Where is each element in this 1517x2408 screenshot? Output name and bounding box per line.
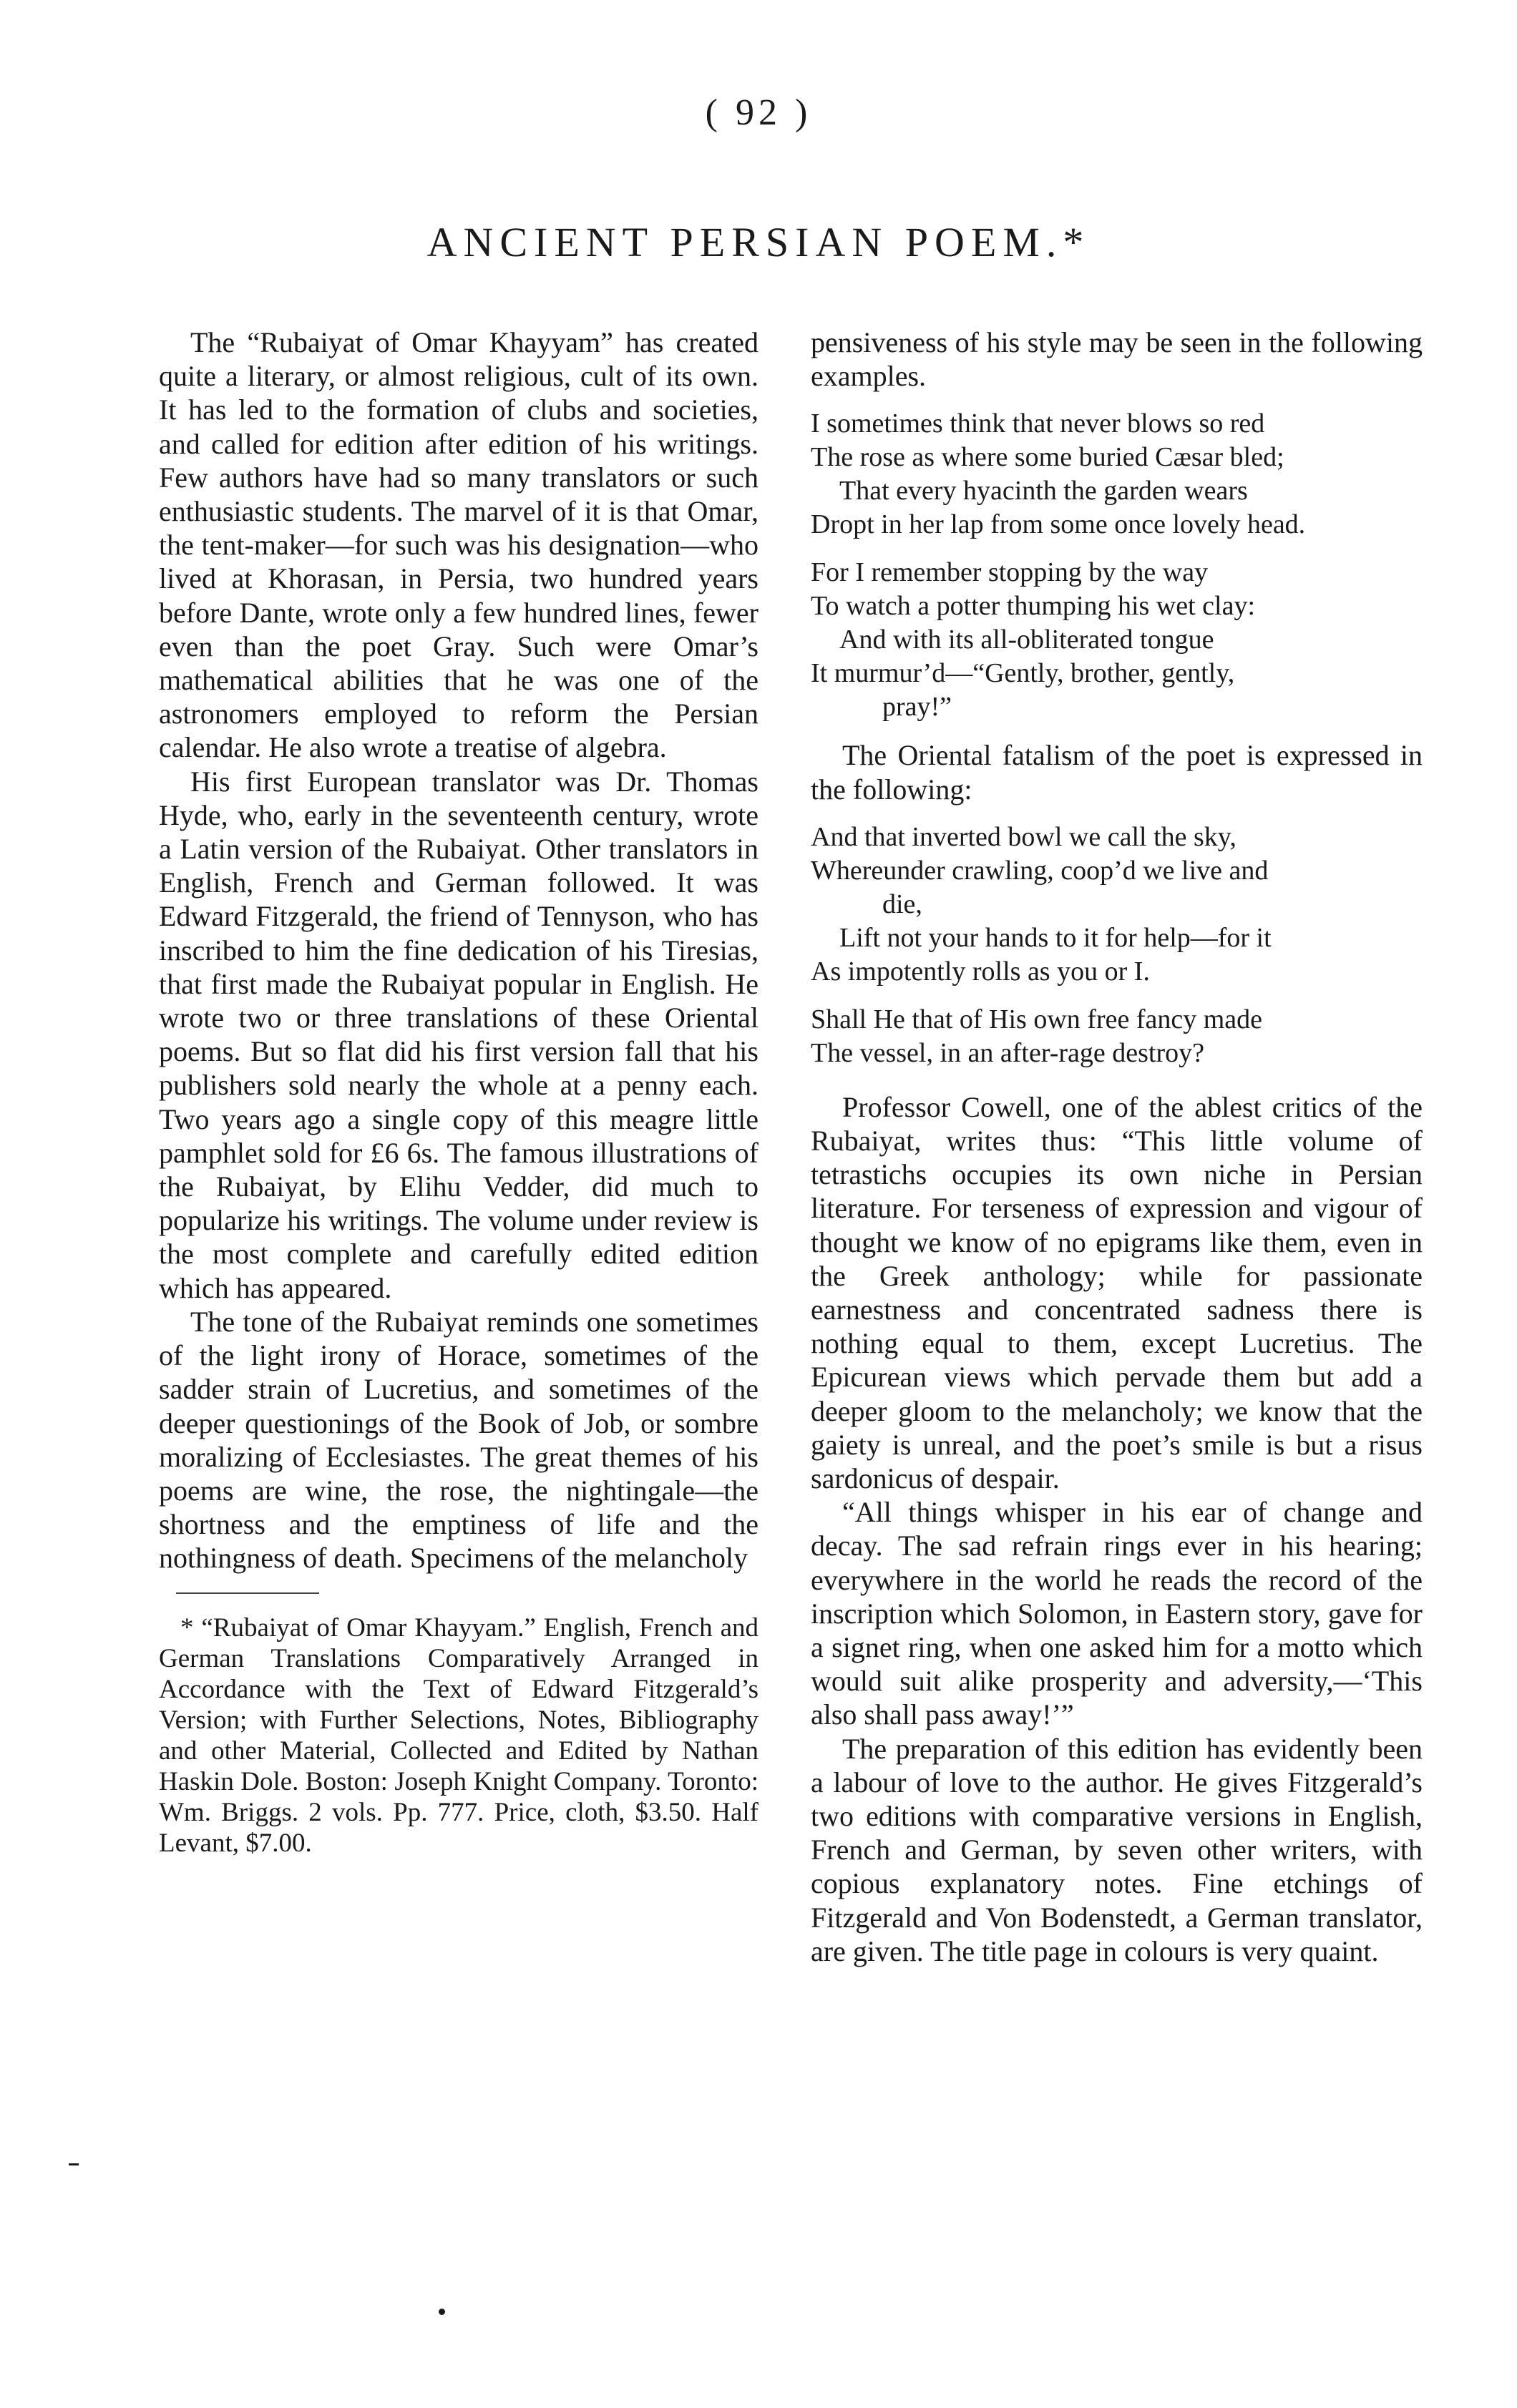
right-column — [811, 326, 1423, 1968]
verse-line: And that inverted bowl we call the sky, — [811, 821, 1236, 852]
body-paragraph: The “Rubaiyat of Omar Khayyam” has created quite a literary, or almost religious, cult of its own. It has led to the formation of clubs and societies, and called for edition after edition of his writings. Few authors have had so many translators or such enthusiastic students. The marvel of it is that Omar, the tent-maker—for such was his designation—who lived at Khorasan, in Persia, two hundred years before Dante, wrote only a few hundred lines, fewer even than the poet Gray. Such were Omar’s mathematical abilities that he was one of the astronomers employed to reform the Persian calendar. He also wrote a treatise of algebra. — [159, 326, 758, 764]
verse-line: pray!” — [882, 692, 952, 723]
verse-stanza — [811, 407, 1423, 542]
footnote-rule — [176, 1592, 319, 1594]
print-speck — [69, 2163, 79, 2165]
left-column — [159, 326, 758, 1859]
verse-line: As impotently rolls as you or I. — [811, 956, 1150, 987]
continued-paragraph: pensiveness of his style may be seen in the following examples. — [811, 326, 1423, 393]
body-paragraph: The Oriental fatalism of the poet is expressed in the following: — [811, 739, 1423, 806]
body-paragraph: The tone of the Rubaiyat reminds one sometimes of the light irony of Horace, sometimes of the sadder strain of Lucretius, and sometimes of the deeper questionings of the Book of Job, or sombre moralizing of Ecclesiastes. The great themes of his poems are wine, the rose, the nightingale—the shortness and the emptiness of life and the nothingness of death. Specimens of the melancholy — [159, 1305, 758, 1575]
verse-line: Dropt in her lap from some once lovely head. — [811, 509, 1306, 540]
verse-line: The rose as where some buried Cæsar bled; — [811, 442, 1284, 473]
verse-line: And with its all-obliterated tongue — [839, 625, 1214, 655]
verse-line: I sometimes think that never blows so red — [811, 408, 1265, 439]
verse-line: It murmur’d—“Gently, brother, gently, — [811, 658, 1235, 689]
verse-line: die, — [882, 889, 922, 919]
verse-line: To watch a potter thumping his wet clay: — [811, 591, 1256, 622]
print-speck — [439, 2309, 445, 2315]
verse-line: For I remember stopping by the way — [811, 557, 1209, 588]
verse-stanza — [811, 556, 1423, 724]
verse-line: Whereunder crawling, coop’d we live and — [811, 855, 1269, 886]
verse-line: Lift not your hands to it for help—for it — [839, 922, 1272, 953]
verse-line: Shall He that of His own free fancy made — [811, 1004, 1263, 1034]
verse-stanza — [811, 1003, 1423, 1070]
page-title: ANCIENT PERSIAN POEM.* — [426, 219, 1091, 265]
verse-line: That every hyacinth the garden wears — [839, 476, 1248, 506]
footnote: * “Rubaiyat of Omar Khayyam.” English, French and German Translations Comparatively Arranged in Accordance with the Text of Edward Fitzgerald’s Version; with Further Selections, Notes, Bibliography and other Material, Collected and Edited by Nathan Haskin Dole. Boston: Joseph Knight Company. Toronto: Wm. Briggs. 2 vols. Pp. 777. Price, cloth, $3.50. Half Levant, $7.00. — [159, 1612, 758, 1858]
body-paragraph: “All things whisper in his ear of change and decay. The sad refrain rings ever in his hearing; everywhere in the world he reads the record of the inscription which Solomon, in Eastern story, gave for a signet ring, when one asked him for a motto which would suit alike prosperity and adversity,—‘This also shall pass away!’” — [811, 1496, 1423, 1731]
body-paragraph: The preparation of this edition has evidently been a labour of love to the author. He gives Fitzgerald’s two editions with comparative versions in English, French and German, by seven other writers, with copious explanatory notes. Fine etchings of Fitzgerald and Von Bodenstedt, a German translator, are given. The title page in colours is very quaint. — [811, 1732, 1423, 1967]
page-number: ( 92 ) — [705, 92, 812, 133]
body-paragraph: Professor Cowell, one of the ablest critics of the Rubaiyat, writes thus: “This little volume of tetrastichs occupies its own niche in Persian literature. For terseness of expression and vigour of thought we know of no epigrams like them, even in the Greek anthology; while for passionate earnestness and concentrated sadness there is nothing equal to them, except Lucretius. The Epicurean views which pervade them but add a deeper gloom to the melancholy; we know that the gaiety is unreal, and the poet’s smile is but a risus sardonicus of despair. — [811, 1090, 1423, 1495]
verse-line: The vessel, in an after-rage destroy? — [811, 1037, 1204, 1068]
body-paragraph: His first European translator was Dr. Thomas Hyde, who, early in the seventeenth century, wrote a Latin version of the Rubaiyat. Other translators in English, French and German followed. It was Edward Fitzgerald, the friend of Tennyson, who has inscribed to him the fine dedication of his Tiresias, that first made the Rubaiyat popular in English. He wrote two or three translations of these Oriental poems. But so flat did his first version fall that his publishers sold nearly the whole at a penny each. Two years ago a single copy of this meagre little pamphlet sold for £6 6s. The famous illustrations of the Rubaiyat, by Elihu Vedder, did much to popularize his writings. The volume under review is the most complete and carefully edited edition which has appeared. — [159, 765, 758, 1304]
verse-stanza — [811, 821, 1423, 989]
